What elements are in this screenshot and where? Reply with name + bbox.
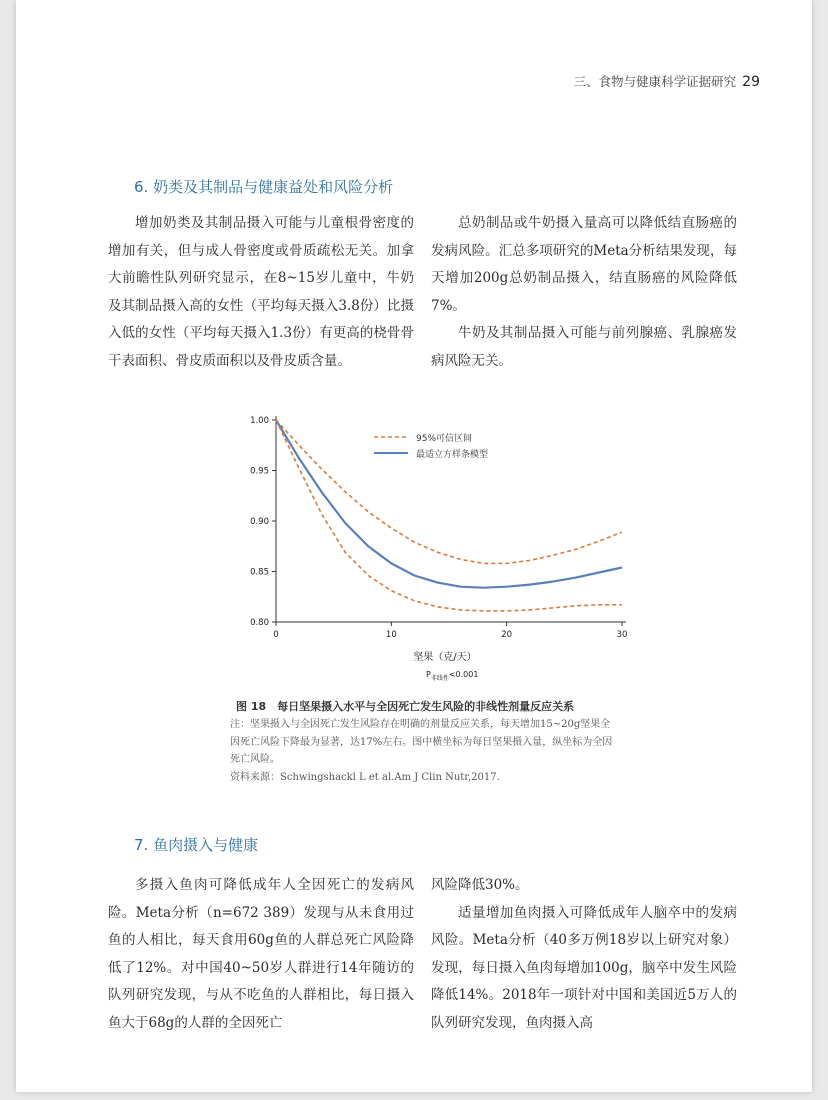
book-page [16,0,812,1092]
x-axis-label: 坚果（克/天） [413,652,477,663]
y-tick-label: 1.00 [250,416,269,426]
section-7-left-column [108,872,414,1037]
section-6-right-column [431,210,737,375]
p-number: <0.001 [448,670,479,679]
legend [374,432,488,460]
p-subscript: 非线性 [430,675,449,682]
figure-source-text: 资料来源：Schwingshackl L et al.Am J Clin Nutr,2017. [230,771,500,783]
spline-model-line [276,420,622,588]
y-tick-label: 0.85 [250,567,269,578]
section-6-title: 6. 奶类及其制品与健康益处和风险分析 [134,178,394,196]
x-tick-label: 30 [616,630,628,640]
y-tick-label: 0.80 [250,618,269,628]
y-tick-label: 0.90 [250,517,269,527]
chapter-title: 三、食物与健康科学证据研究 [573,74,737,89]
figure-caption-title: 图 18 每日坚果摄入水平与全因死亡发生风险的非线性剂量反应关系 [236,700,575,713]
section-7-right-paragraph-2: 适量增加鱼肉摄入可降低成年人脑卒中的发病风险。Meta分析（40多万例18岁以上研究对象）发现，每日摄入鱼肉每增加100g，脑卒中发生风险降低14%。2018年一项针对中国和美国近5万人的队列研究发现，鱼肉摄入高 [431,904,737,1031]
figure-caption-note [230,716,620,786]
section-7-right-paragraph-1: 风险降低30%。 [431,877,529,893]
nut-mortality-chart [224,410,634,688]
ci-lower-line [276,420,622,611]
figure-note-text: 注：坚果摄入与全因死亡发生风险存在明确的剂量反应关系，每天增加15~20g坚果全因死亡风险下降最为显著，达17%左右。图中横坐标为每日坚果摄入量，纵坐标为全因死亡风险。 [230,719,613,765]
legend-ci-label: 95%可信区间 [416,434,473,444]
section-7-right-column [431,872,737,1037]
legend-spline-label: 最适立方样条模型 [416,450,489,460]
y-tick-label: 0.95 [250,466,269,477]
section-6-right-paragraph-2: 牛奶及其制品摄入可能与前列腺癌、乳腺癌发病风险无关。 [431,325,737,369]
section-6-left-column [108,210,414,375]
section-7-title: 7. 鱼肉摄入与健康 [134,836,259,854]
running-header [574,72,760,90]
p-value-label [426,670,478,682]
section-6-right-paragraph-1: 总奶制品或牛奶摄入量高可以降低结直肠癌的发病风险。汇总多项研究的Meta分析结果发现，每天增加200g总奶制品摄入，结直肠癌的风险降低7%。 [431,215,737,314]
page-number: 29 [742,74,760,90]
x-tick-label: 20 [501,630,513,640]
section-7-left-paragraph: 多摄入鱼肉可降低成年人全因死亡的发病风险。Meta分析（n=672 389）发现与从未食用过鱼的人相比，每天食用60g鱼的人群总死亡风险降低了12%。对中国40~50岁人群进行14年随访的队列研究发现，与从不吃鱼的人群相比，每日摄入鱼大于68g的人群的全因死亡 [108,877,414,1031]
x-tick-label: 0 [273,630,279,640]
x-tick-label: 10 [385,630,397,640]
section-6-left-paragraph: 增加奶类及其制品摄入可能与儿童根骨密度的增加有关，但与成人骨密度或骨质疏松无关。加拿大前瞻性队列研究显示，在8~15岁儿童中，牛奶及其制品摄入高的女性（平均每天摄入3.8份）比摄入低的女性（平均每天摄入1.3份）有更高的桡骨骨干表面积、骨皮质面积以及骨皮质含量。 [108,215,414,369]
p-symbol: P [426,670,431,679]
